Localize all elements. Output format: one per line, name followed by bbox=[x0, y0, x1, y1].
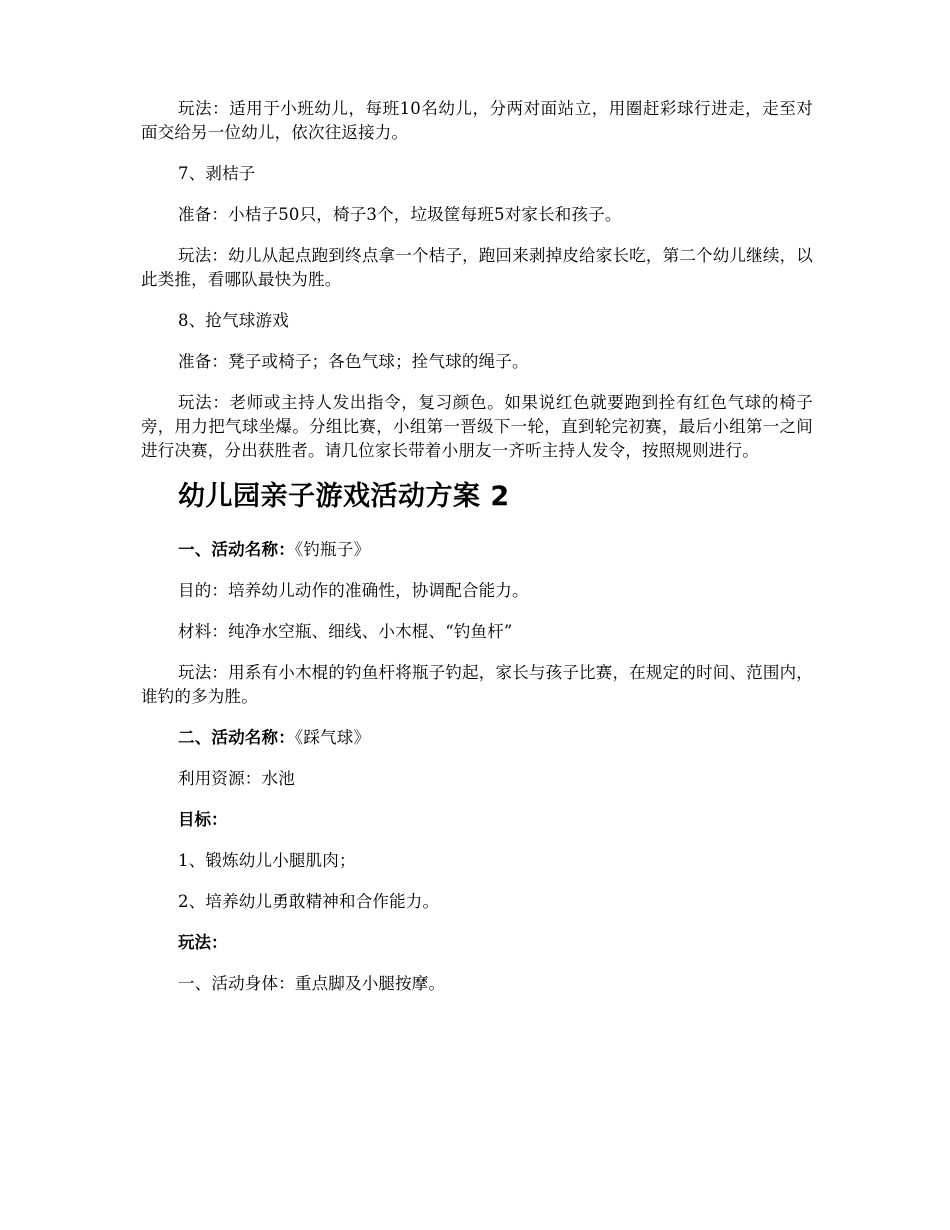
section-heading: 幼儿园亲子游戏活动方案 2 bbox=[178, 481, 510, 512]
item-balloon-game-title: 8、抢气球游戏 bbox=[178, 311, 289, 330]
paragraph-relay-rules: 玩法：适用于小班幼儿，每班10名幼儿，分两对面站立，用圈赶彩球行进走，走至对面交给另一位幼儿，依次往返接力。 bbox=[141, 99, 813, 142]
paragraph-balloon-game-rules: 玩法：老师或主持人发出指令，复习颜色。如果说红色就要跑到拴有红色气球的椅子旁，用力把气球坐爆。分组比赛，小组第一晋级下一轮，直到轮完初赛，最后小组第一之间进行决赛，分出获胜者。请几位家长带着小朋友一齐听主持人发令，按照规则进行。 bbox=[141, 393, 813, 460]
goals-label: 目标： bbox=[178, 810, 228, 829]
rules-item-1: 一、活动身体：重点脚及小腿按摩。 bbox=[178, 974, 446, 993]
paragraph-peel-orange-prep: 准备：小桔子50只，椅子3个，垃圾筐每班5对家长和孩子。 bbox=[178, 205, 622, 224]
activity-one-material: 材料：纯净水空瓶、细线、小木棍、“钓鱼杆” bbox=[178, 622, 513, 641]
activity-two-label: 二、活动名称： bbox=[178, 728, 295, 747]
goal-item-2: 2、培养幼儿勇敢精神和合作能力。 bbox=[178, 892, 440, 911]
activity-one-title: 《钓瓶子》 bbox=[294, 540, 371, 559]
rules-label: 玩法： bbox=[178, 933, 228, 952]
activity-one-label: 一、活动名称： bbox=[178, 540, 295, 559]
activity-one-name bbox=[141, 538, 813, 562]
item-peel-orange-title: 7、剥桔子 bbox=[178, 164, 256, 183]
paragraph-peel-orange-rules: 玩法：幼儿从起点跑到终点拿一个桔子，跑回来剥掉皮给家长吃，第二个幼儿继续，以此类推，看哪队最快为胜。 bbox=[141, 246, 813, 289]
activity-two-resource: 利用资源：水池 bbox=[178, 769, 295, 788]
activity-one-goal: 目的：培养幼儿动作的准确性，协调配合能力。 bbox=[178, 581, 529, 600]
paragraph-balloon-game-prep: 准备：凳子或椅子；各色气球；拴气球的绳子。 bbox=[178, 352, 529, 371]
goal-item-1: 1、锻炼幼儿小腿肌肉； bbox=[178, 851, 356, 870]
activity-two-title: 《踩气球》 bbox=[294, 728, 371, 747]
activity-two-name bbox=[141, 726, 813, 750]
document-body bbox=[141, 97, 813, 1013]
activity-one-rules: 玩法：用系有小木棍的钓鱼杆将瓶子钓起，家长与孩子比赛，在规定的时间、范围内，谁钓的多为胜。 bbox=[141, 663, 813, 706]
